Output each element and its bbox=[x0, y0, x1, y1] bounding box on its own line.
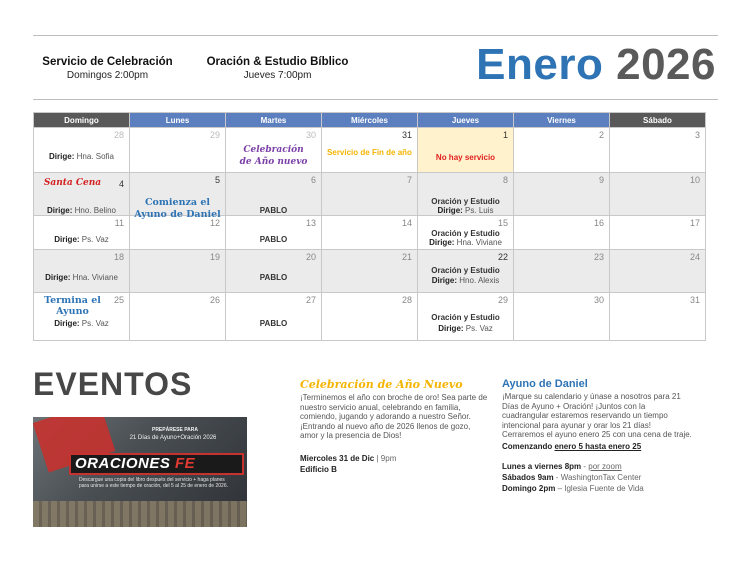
leader-line bbox=[34, 235, 129, 244]
day-number: 28 bbox=[401, 295, 412, 305]
day-cell bbox=[34, 173, 130, 216]
week-row bbox=[34, 216, 706, 250]
day-number: 8 bbox=[502, 175, 508, 185]
event-label: Oración y Estudio bbox=[431, 229, 500, 238]
leader-line bbox=[34, 206, 129, 215]
flyer-title bbox=[75, 455, 195, 472]
day-header: Sábado bbox=[610, 113, 706, 128]
day-cell bbox=[610, 128, 706, 173]
day-cell bbox=[130, 128, 226, 173]
leader-name: Hna. Sofia bbox=[76, 152, 114, 161]
schedule-line: Lunes a viernes 8pm - por zoom bbox=[502, 461, 622, 471]
day-cell bbox=[226, 250, 322, 293]
leader-line bbox=[418, 238, 513, 247]
day-header: Martes bbox=[226, 113, 322, 128]
day-cell bbox=[130, 293, 226, 341]
day-number: 3 bbox=[694, 130, 700, 140]
day-number: 31 bbox=[689, 295, 700, 305]
day-cell bbox=[514, 216, 610, 250]
day-cell bbox=[34, 128, 130, 173]
leader-name: Ps. Vaz bbox=[81, 235, 109, 244]
day-cell bbox=[322, 293, 418, 341]
service-title: Oración & Estudio Bíblico bbox=[206, 56, 349, 68]
day-cell bbox=[514, 128, 610, 173]
leader-line bbox=[418, 324, 513, 333]
leader-name: Hna. Viviane bbox=[456, 238, 502, 247]
event-range-line bbox=[502, 441, 692, 452]
day-number: 29 bbox=[497, 295, 508, 305]
leader-name: Hno. Alexis bbox=[459, 276, 500, 285]
schedule-line: Domingo 2pm – Iglesia Fuente de Vida bbox=[502, 483, 644, 493]
day-cell bbox=[130, 250, 226, 293]
flyer-subtitle: 21 Días de Ayuno+Oración 2026 bbox=[129, 435, 217, 441]
range-dates: enero 5 hasta enero 25 bbox=[554, 441, 642, 451]
leader-line bbox=[34, 273, 129, 282]
event-place-line bbox=[300, 464, 490, 475]
day-cell bbox=[322, 216, 418, 250]
week-row bbox=[34, 293, 706, 341]
leader-label: Dirige: bbox=[49, 152, 75, 161]
event-label: PABLO bbox=[259, 235, 288, 244]
day-cell bbox=[226, 293, 322, 341]
day-number: 31 bbox=[401, 130, 412, 140]
day-header: Jueves bbox=[418, 113, 514, 128]
schedule-place: Iglesia Fuente de Vida bbox=[564, 483, 644, 493]
day-number: 28 bbox=[113, 130, 124, 140]
day-cell bbox=[418, 173, 514, 216]
day-cell bbox=[610, 293, 706, 341]
day-cell bbox=[34, 250, 130, 293]
service-block-thursday bbox=[205, 56, 350, 81]
day-cell bbox=[418, 293, 514, 341]
day-number: 17 bbox=[689, 218, 700, 228]
day-cell bbox=[514, 250, 610, 293]
service-time: Domingos 2:00pm bbox=[66, 70, 149, 81]
schedule-day: Sábados 9am bbox=[502, 472, 554, 482]
leader-label: Dirige: bbox=[45, 273, 71, 282]
event-label: Oración y Estudio bbox=[431, 266, 500, 275]
day-cell bbox=[418, 216, 514, 250]
event-label: Santa Cena bbox=[43, 178, 102, 188]
day-cell bbox=[226, 173, 322, 216]
leader-line bbox=[34, 152, 129, 161]
day-cell bbox=[226, 216, 322, 250]
leader-name: Ps. Vaz bbox=[465, 324, 493, 333]
schedule-day: Lunes a viernes 8pm bbox=[502, 461, 582, 471]
day-cell bbox=[514, 173, 610, 216]
leader-name: Hno. Belino bbox=[74, 206, 116, 215]
leader-name: Ps. Luis bbox=[465, 206, 494, 215]
schedule-place: WashingtonTax Center bbox=[560, 472, 642, 482]
day-cell bbox=[610, 250, 706, 293]
day-cell bbox=[322, 173, 418, 216]
day-cell bbox=[226, 128, 322, 173]
day-number: 26 bbox=[209, 295, 220, 305]
ruins-graphic bbox=[33, 501, 247, 527]
day-number: 25 bbox=[113, 295, 124, 305]
event-label: PABLO bbox=[259, 319, 288, 328]
flyer-word1: ORACIONES bbox=[75, 455, 171, 472]
day-number: 14 bbox=[401, 218, 412, 228]
top-rule bbox=[33, 35, 718, 36]
flyer-word2: FE bbox=[175, 455, 196, 472]
day-number: 15 bbox=[497, 218, 508, 228]
event-label: Comienza el Ayuno de Daniel bbox=[134, 197, 221, 220]
weekday-header-row bbox=[34, 113, 706, 128]
leader-label: Dirige: bbox=[437, 206, 463, 215]
leader-name: Ps. Vaz bbox=[81, 319, 109, 328]
event-description: ¡Marque su calendario y únase a nosotros para 21 Días de Ayuno + Oración! ¡Juntos con la cuadrangular estaremos reservando un tiempo intencional para ayunar y orar los 21 días! Cerraremos el ayuno enero 25 con una cena de traje. bbox=[502, 392, 692, 439]
day-number: 29 bbox=[209, 130, 220, 140]
event-time: 9pm bbox=[380, 453, 397, 463]
event-title: Celebración de Año Nuevo bbox=[300, 378, 463, 391]
day-number: 30 bbox=[305, 130, 316, 140]
day-cell bbox=[610, 173, 706, 216]
month-name: Enero bbox=[476, 40, 604, 89]
schedule-day: Domingo 2pm bbox=[502, 483, 556, 493]
event-date-line: Miercoles 31 de Dic | 9pm bbox=[300, 453, 397, 463]
header-rule bbox=[33, 99, 718, 100]
day-number: 10 bbox=[689, 175, 700, 185]
day-number: 11 bbox=[114, 218, 124, 228]
day-header: Domingo bbox=[34, 113, 130, 128]
day-cell bbox=[610, 216, 706, 250]
leader-label: Dirige: bbox=[47, 206, 73, 215]
schedule-place[interactable]: por zoom bbox=[588, 461, 622, 471]
event-label: Termina el Ayuno bbox=[44, 295, 101, 317]
day-cell bbox=[514, 293, 610, 341]
event-ayuno bbox=[502, 378, 692, 494]
leader-label: Dirige: bbox=[54, 235, 80, 244]
service-time: Jueves 7:00pm bbox=[243, 70, 312, 81]
day-number: 21 bbox=[401, 252, 412, 262]
schedule-line: Sábados 9am - WashingtonTax Center bbox=[502, 472, 642, 482]
day-cell bbox=[34, 216, 130, 250]
day-cell bbox=[130, 173, 226, 220]
leader-line bbox=[34, 319, 129, 328]
event-title: Ayuno de Daniel bbox=[502, 378, 588, 390]
event-description: ¡Terminemos el año con broche de oro! Sea parte de nuestro servicio anual, celebrando en familia, comiendo, jugando y adorando a nuestro Señor. ¡Entrando al nuevo año de 2026 llenos de gozo, amor y la presencia de Dios! bbox=[300, 393, 488, 440]
calendar-grid bbox=[33, 112, 706, 341]
day-cell bbox=[130, 216, 226, 250]
day-number: 5 bbox=[214, 175, 220, 185]
leader-label: Dirige: bbox=[429, 238, 455, 247]
flyer-body: Descargue una copia del libro después del servicio + haga planes para unirse a este tiempo de oración, del 5 al 25 de enero de 2026. bbox=[79, 477, 228, 489]
week-row bbox=[34, 173, 706, 216]
day-header: Lunes bbox=[130, 113, 226, 128]
leader-line bbox=[418, 206, 513, 215]
range-label: Comenzando bbox=[502, 441, 553, 451]
month-title bbox=[476, 40, 716, 90]
event-label: Celebración de Año nuevo bbox=[239, 145, 308, 167]
events-heading: EVENTOS bbox=[33, 366, 193, 402]
day-number: 27 bbox=[305, 295, 316, 305]
day-header: Miércoles bbox=[322, 113, 418, 128]
leader-label: Dirige: bbox=[431, 276, 458, 285]
event-celebracion bbox=[300, 378, 490, 475]
day-number: 7 bbox=[406, 175, 412, 185]
day-number: 1 bbox=[502, 130, 508, 140]
day-header: Viernes bbox=[514, 113, 610, 128]
day-cell bbox=[322, 250, 418, 293]
day-number: 2 bbox=[598, 130, 604, 140]
day-number: 4 bbox=[118, 179, 124, 189]
day-number: 18 bbox=[113, 252, 124, 262]
day-number: 23 bbox=[593, 252, 604, 262]
flyer-pre: PREPÁRESE PARA bbox=[151, 427, 199, 433]
week-row bbox=[34, 128, 706, 173]
event-label: No hay servicio bbox=[435, 153, 496, 162]
day-cell bbox=[418, 128, 514, 173]
event-label: Servicio de Fin de año bbox=[327, 148, 412, 157]
leader-line bbox=[418, 276, 513, 285]
year: 2026 bbox=[616, 40, 716, 89]
event-date: Miercoles 31 de Dic bbox=[300, 453, 375, 463]
event-label: PABLO bbox=[259, 273, 288, 282]
leader-label: Dirige: bbox=[54, 319, 80, 328]
day-cell bbox=[34, 293, 130, 341]
service-title: Servicio de Celebración bbox=[42, 56, 173, 68]
day-number: 22 bbox=[497, 252, 508, 262]
day-number: 20 bbox=[305, 252, 316, 262]
event-label: PABLO bbox=[259, 206, 288, 215]
service-block-sunday bbox=[40, 56, 175, 81]
day-number: 9 bbox=[598, 175, 604, 185]
week-row bbox=[34, 250, 706, 293]
day-number: 16 bbox=[593, 218, 604, 228]
day-number: 19 bbox=[209, 252, 220, 262]
event-label: Oración y Estudio bbox=[431, 197, 500, 206]
day-number: 24 bbox=[689, 252, 700, 262]
day-number: 13 bbox=[305, 218, 316, 228]
event-place: Edificio B bbox=[300, 464, 337, 474]
fasting-flyer-image bbox=[33, 417, 247, 527]
leader-label: Dirige: bbox=[438, 324, 464, 333]
day-number: 30 bbox=[593, 295, 604, 305]
day-cell bbox=[418, 250, 514, 293]
day-number: 12 bbox=[209, 218, 220, 228]
event-label: Oración y Estudio bbox=[431, 313, 500, 322]
leader-name: Hna. Viviane bbox=[72, 273, 118, 282]
day-cell bbox=[322, 128, 418, 173]
day-number: 6 bbox=[310, 175, 316, 185]
